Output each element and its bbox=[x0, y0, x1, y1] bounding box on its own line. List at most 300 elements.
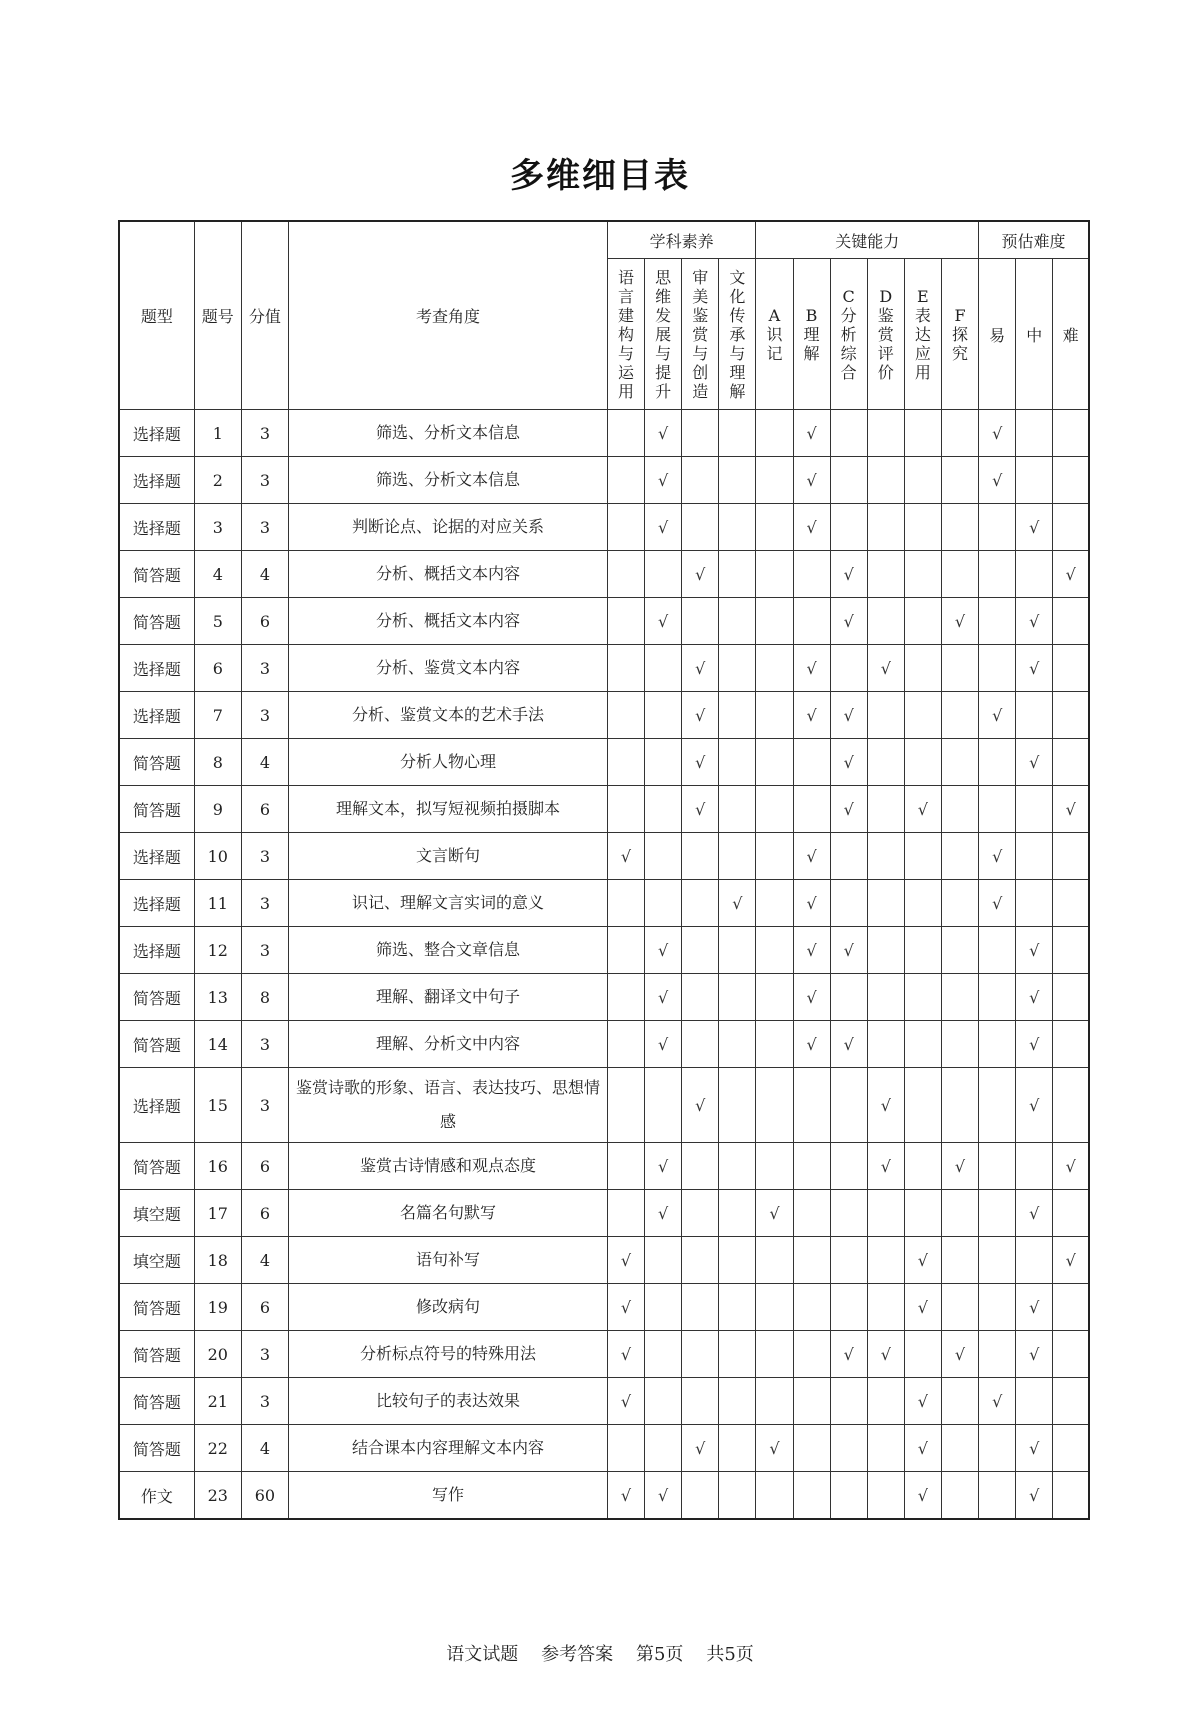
row-num: 16 bbox=[194, 1143, 241, 1190]
empty-cell bbox=[793, 1237, 830, 1284]
row-angle: 结合课本内容理解文本内容 bbox=[289, 1425, 608, 1472]
page-footer: 语文试题 参考答案 第5页 共5页 bbox=[446, 1644, 754, 1665]
empty-cell bbox=[719, 504, 756, 551]
check-mark-cell: √ bbox=[607, 1237, 644, 1284]
empty-cell bbox=[1016, 410, 1053, 457]
row-score: 8 bbox=[241, 974, 288, 1021]
empty-cell bbox=[979, 927, 1016, 974]
empty-cell bbox=[830, 410, 867, 457]
row-type: 简答题 bbox=[119, 1284, 194, 1331]
header-literacy-cell bbox=[607, 259, 644, 410]
row-score: 3 bbox=[241, 1378, 288, 1425]
row-num: 2 bbox=[194, 457, 241, 504]
table-row bbox=[119, 1068, 1089, 1143]
empty-cell bbox=[1053, 1068, 1089, 1143]
empty-cell bbox=[756, 1021, 793, 1068]
empty-cell bbox=[607, 739, 644, 786]
empty-cell bbox=[756, 1237, 793, 1284]
empty-cell bbox=[830, 1378, 867, 1425]
check-mark-cell: √ bbox=[793, 645, 830, 692]
empty-cell bbox=[607, 645, 644, 692]
empty-cell bbox=[1053, 1284, 1089, 1331]
row-score: 6 bbox=[241, 786, 288, 833]
header-literacy-label: 审美鉴赏与创造 bbox=[692, 267, 709, 401]
row-score: 3 bbox=[241, 1068, 288, 1143]
empty-cell bbox=[756, 1284, 793, 1331]
empty-cell bbox=[904, 739, 941, 786]
table-row bbox=[119, 504, 1089, 551]
check-mark-cell: √ bbox=[607, 1284, 644, 1331]
empty-cell bbox=[941, 457, 978, 504]
check-mark-cell: √ bbox=[793, 457, 830, 504]
empty-cell bbox=[682, 974, 719, 1021]
header-ability-label: F探究 bbox=[952, 305, 969, 363]
row-num: 10 bbox=[194, 833, 241, 880]
header-num: 题号 bbox=[194, 221, 241, 410]
empty-cell bbox=[867, 1472, 904, 1520]
check-mark-cell: √ bbox=[645, 927, 682, 974]
row-type: 选择题 bbox=[119, 457, 194, 504]
header-difficulty-medium: 中 bbox=[1016, 259, 1053, 410]
row-angle: 写作 bbox=[289, 1472, 608, 1520]
header-difficulty-hard: 难 bbox=[1053, 259, 1089, 410]
empty-cell bbox=[719, 833, 756, 880]
empty-cell bbox=[904, 692, 941, 739]
spec-table bbox=[118, 220, 1090, 1520]
row-angle: 识记、理解文言实词的意义 bbox=[289, 880, 608, 927]
row-angle: 修改病句 bbox=[289, 1284, 608, 1331]
row-score: 6 bbox=[241, 1284, 288, 1331]
empty-cell bbox=[941, 786, 978, 833]
header-literacy-label: 文化传承与理解 bbox=[729, 267, 746, 401]
empty-cell bbox=[830, 1143, 867, 1190]
header-literacy-label: 思维发展与提升 bbox=[655, 267, 672, 401]
empty-cell bbox=[756, 1331, 793, 1378]
empty-cell bbox=[941, 551, 978, 598]
check-mark-cell: √ bbox=[941, 1331, 978, 1378]
empty-cell bbox=[979, 1425, 1016, 1472]
check-mark-cell: √ bbox=[867, 1068, 904, 1143]
row-type: 选择题 bbox=[119, 833, 194, 880]
empty-cell bbox=[830, 504, 867, 551]
empty-cell bbox=[1053, 880, 1089, 927]
empty-cell bbox=[904, 974, 941, 1021]
empty-cell bbox=[867, 457, 904, 504]
row-angle: 筛选、分析文本信息 bbox=[289, 457, 608, 504]
check-mark-cell: √ bbox=[793, 880, 830, 927]
row-angle: 鉴赏诗歌的形象、语言、表达技巧、思想情感 bbox=[289, 1068, 608, 1143]
check-mark-cell: √ bbox=[682, 1425, 719, 1472]
check-mark-cell: √ bbox=[682, 739, 719, 786]
row-angle: 理解、分析文中内容 bbox=[289, 1021, 608, 1068]
empty-cell bbox=[607, 927, 644, 974]
empty-cell bbox=[904, 645, 941, 692]
empty-cell bbox=[607, 504, 644, 551]
empty-cell bbox=[830, 1425, 867, 1472]
empty-cell bbox=[941, 927, 978, 974]
empty-cell bbox=[682, 1378, 719, 1425]
empty-cell bbox=[645, 833, 682, 880]
check-mark-cell: √ bbox=[793, 692, 830, 739]
check-mark-cell: √ bbox=[1016, 1068, 1053, 1143]
row-num: 19 bbox=[194, 1284, 241, 1331]
empty-cell bbox=[756, 598, 793, 645]
empty-cell bbox=[979, 598, 1016, 645]
check-mark-cell: √ bbox=[1016, 1331, 1053, 1378]
empty-cell bbox=[1053, 504, 1089, 551]
row-score: 3 bbox=[241, 927, 288, 974]
empty-cell bbox=[1016, 833, 1053, 880]
check-mark-cell: √ bbox=[607, 1331, 644, 1378]
row-type: 简答题 bbox=[119, 551, 194, 598]
empty-cell bbox=[867, 786, 904, 833]
empty-cell bbox=[719, 645, 756, 692]
header-ability-cell bbox=[793, 259, 830, 410]
row-num: 17 bbox=[194, 1190, 241, 1237]
check-mark-cell: √ bbox=[645, 504, 682, 551]
row-type: 简答题 bbox=[119, 1143, 194, 1190]
empty-cell bbox=[682, 1021, 719, 1068]
check-mark-cell: √ bbox=[904, 1425, 941, 1472]
empty-cell bbox=[682, 457, 719, 504]
empty-cell bbox=[682, 1190, 719, 1237]
empty-cell bbox=[979, 1068, 1016, 1143]
empty-cell bbox=[1053, 692, 1089, 739]
empty-cell bbox=[941, 1472, 978, 1520]
empty-cell bbox=[756, 410, 793, 457]
header-ability-label: A识记 bbox=[766, 305, 783, 363]
empty-cell bbox=[867, 1378, 904, 1425]
page-title: 多维细目表 bbox=[510, 156, 690, 196]
empty-cell bbox=[1016, 1143, 1053, 1190]
empty-cell bbox=[607, 692, 644, 739]
empty-cell bbox=[1053, 457, 1089, 504]
row-score: 4 bbox=[241, 1237, 288, 1284]
empty-cell bbox=[719, 927, 756, 974]
empty-cell bbox=[941, 1425, 978, 1472]
empty-cell bbox=[1053, 833, 1089, 880]
check-mark-cell: √ bbox=[1053, 1143, 1089, 1190]
row-angle: 分析、鉴赏文本的艺术手法 bbox=[289, 692, 608, 739]
empty-cell bbox=[941, 1068, 978, 1143]
header-ability-label: E表达应用 bbox=[914, 286, 931, 382]
table-row bbox=[119, 598, 1089, 645]
empty-cell bbox=[941, 1284, 978, 1331]
empty-cell bbox=[1016, 457, 1053, 504]
check-mark-cell: √ bbox=[1016, 1472, 1053, 1520]
empty-cell bbox=[867, 1284, 904, 1331]
empty-cell bbox=[1053, 739, 1089, 786]
header-ability-cell bbox=[830, 259, 867, 410]
check-mark-cell: √ bbox=[645, 1472, 682, 1520]
row-angle: 比较句子的表达效果 bbox=[289, 1378, 608, 1425]
table-body bbox=[119, 410, 1089, 1520]
row-num: 3 bbox=[194, 504, 241, 551]
empty-cell bbox=[682, 880, 719, 927]
empty-cell bbox=[1016, 1378, 1053, 1425]
empty-cell bbox=[979, 1331, 1016, 1378]
empty-cell bbox=[867, 739, 904, 786]
row-score: 6 bbox=[241, 1190, 288, 1237]
check-mark-cell: √ bbox=[645, 1143, 682, 1190]
check-mark-cell: √ bbox=[904, 1237, 941, 1284]
row-type: 选择题 bbox=[119, 880, 194, 927]
check-mark-cell: √ bbox=[793, 833, 830, 880]
check-mark-cell: √ bbox=[1016, 739, 1053, 786]
header-ability-label: D鉴赏评价 bbox=[877, 286, 894, 382]
row-score: 3 bbox=[241, 833, 288, 880]
empty-cell bbox=[719, 1237, 756, 1284]
empty-cell bbox=[682, 410, 719, 457]
check-mark-cell: √ bbox=[645, 410, 682, 457]
row-num: 12 bbox=[194, 927, 241, 974]
empty-cell bbox=[682, 1143, 719, 1190]
empty-cell bbox=[941, 833, 978, 880]
row-num: 9 bbox=[194, 786, 241, 833]
header-angle: 考查角度 bbox=[289, 221, 608, 410]
empty-cell bbox=[756, 1378, 793, 1425]
empty-cell bbox=[867, 927, 904, 974]
empty-cell bbox=[941, 880, 978, 927]
empty-cell bbox=[719, 1425, 756, 1472]
row-angle: 判断论点、论据的对应关系 bbox=[289, 504, 608, 551]
empty-cell bbox=[904, 1021, 941, 1068]
empty-cell bbox=[719, 1284, 756, 1331]
table-row bbox=[119, 927, 1089, 974]
check-mark-cell: √ bbox=[645, 598, 682, 645]
row-type: 选择题 bbox=[119, 692, 194, 739]
check-mark-cell: √ bbox=[793, 927, 830, 974]
empty-cell bbox=[830, 833, 867, 880]
empty-cell bbox=[756, 1143, 793, 1190]
empty-cell bbox=[607, 1021, 644, 1068]
check-mark-cell: √ bbox=[1016, 1190, 1053, 1237]
header-group-difficulty: 预估难度 bbox=[979, 221, 1089, 259]
check-mark-cell: √ bbox=[867, 1143, 904, 1190]
check-mark-cell: √ bbox=[979, 410, 1016, 457]
empty-cell bbox=[867, 1021, 904, 1068]
row-type: 作文 bbox=[119, 1472, 194, 1520]
row-angle: 语句补写 bbox=[289, 1237, 608, 1284]
check-mark-cell: √ bbox=[830, 598, 867, 645]
empty-cell bbox=[645, 1284, 682, 1331]
check-mark-cell: √ bbox=[830, 1021, 867, 1068]
empty-cell bbox=[719, 551, 756, 598]
table-row bbox=[119, 551, 1089, 598]
row-num: 22 bbox=[194, 1425, 241, 1472]
row-type: 简答题 bbox=[119, 1021, 194, 1068]
empty-cell bbox=[719, 974, 756, 1021]
empty-cell bbox=[756, 645, 793, 692]
header-literacy-label: 语言建构与运用 bbox=[617, 267, 634, 401]
empty-cell bbox=[645, 1378, 682, 1425]
row-angle: 分析、概括文本内容 bbox=[289, 598, 608, 645]
check-mark-cell: √ bbox=[941, 1143, 978, 1190]
row-angle: 分析标点符号的特殊用法 bbox=[289, 1331, 608, 1378]
empty-cell bbox=[756, 786, 793, 833]
empty-cell bbox=[941, 974, 978, 1021]
empty-cell bbox=[1053, 927, 1089, 974]
empty-cell bbox=[607, 1068, 644, 1143]
empty-cell bbox=[1053, 1472, 1089, 1520]
check-mark-cell: √ bbox=[979, 880, 1016, 927]
empty-cell bbox=[645, 880, 682, 927]
row-type: 选择题 bbox=[119, 645, 194, 692]
empty-cell bbox=[830, 1284, 867, 1331]
empty-cell bbox=[979, 786, 1016, 833]
check-mark-cell: √ bbox=[979, 1378, 1016, 1425]
check-mark-cell: √ bbox=[867, 645, 904, 692]
table-row bbox=[119, 786, 1089, 833]
check-mark-cell: √ bbox=[1016, 645, 1053, 692]
empty-cell bbox=[830, 1068, 867, 1143]
empty-cell bbox=[979, 551, 1016, 598]
empty-cell bbox=[719, 1068, 756, 1143]
empty-cell bbox=[941, 1021, 978, 1068]
header-group-literacy: 学科素养 bbox=[607, 221, 755, 259]
empty-cell bbox=[941, 1378, 978, 1425]
empty-cell bbox=[793, 1331, 830, 1378]
empty-cell bbox=[904, 551, 941, 598]
empty-cell bbox=[867, 1190, 904, 1237]
row-type: 填空题 bbox=[119, 1190, 194, 1237]
empty-cell bbox=[793, 551, 830, 598]
row-type: 简答题 bbox=[119, 1331, 194, 1378]
empty-cell bbox=[756, 927, 793, 974]
empty-cell bbox=[979, 504, 1016, 551]
empty-cell bbox=[904, 1068, 941, 1143]
header-literacy-cell bbox=[682, 259, 719, 410]
check-mark-cell: √ bbox=[607, 1378, 644, 1425]
empty-cell bbox=[979, 645, 1016, 692]
empty-cell bbox=[682, 1331, 719, 1378]
check-mark-cell: √ bbox=[1053, 786, 1089, 833]
empty-cell bbox=[756, 457, 793, 504]
check-mark-cell: √ bbox=[904, 1284, 941, 1331]
empty-cell bbox=[607, 1425, 644, 1472]
empty-cell bbox=[904, 880, 941, 927]
empty-cell bbox=[979, 1190, 1016, 1237]
row-type: 选择题 bbox=[119, 927, 194, 974]
row-angle: 理解文本，拟写短视频拍摄脚本 bbox=[289, 786, 608, 833]
check-mark-cell: √ bbox=[645, 974, 682, 1021]
empty-cell bbox=[904, 833, 941, 880]
empty-cell bbox=[979, 739, 1016, 786]
check-mark-cell: √ bbox=[1016, 974, 1053, 1021]
empty-cell bbox=[756, 974, 793, 1021]
empty-cell bbox=[645, 551, 682, 598]
empty-cell bbox=[607, 457, 644, 504]
empty-cell bbox=[867, 598, 904, 645]
header-ability-label: B理解 bbox=[803, 305, 820, 363]
empty-cell bbox=[830, 1237, 867, 1284]
empty-cell bbox=[1053, 974, 1089, 1021]
row-type: 填空题 bbox=[119, 1237, 194, 1284]
empty-cell bbox=[756, 692, 793, 739]
table-row bbox=[119, 1021, 1089, 1068]
empty-cell bbox=[867, 1425, 904, 1472]
row-num: 20 bbox=[194, 1331, 241, 1378]
empty-cell bbox=[941, 739, 978, 786]
row-num: 8 bbox=[194, 739, 241, 786]
check-mark-cell: √ bbox=[904, 1378, 941, 1425]
row-num: 5 bbox=[194, 598, 241, 645]
row-angle: 筛选、整合文章信息 bbox=[289, 927, 608, 974]
empty-cell bbox=[719, 410, 756, 457]
table-row bbox=[119, 645, 1089, 692]
check-mark-cell: √ bbox=[904, 1472, 941, 1520]
table-row bbox=[119, 1331, 1089, 1378]
row-angle: 鉴赏古诗情感和观点态度 bbox=[289, 1143, 608, 1190]
row-num: 15 bbox=[194, 1068, 241, 1143]
empty-cell bbox=[904, 1190, 941, 1237]
row-score: 4 bbox=[241, 551, 288, 598]
empty-cell bbox=[607, 1190, 644, 1237]
row-angle: 分析、概括文本内容 bbox=[289, 551, 608, 598]
empty-cell bbox=[830, 880, 867, 927]
check-mark-cell: √ bbox=[1016, 1021, 1053, 1068]
empty-cell bbox=[607, 880, 644, 927]
check-mark-cell: √ bbox=[830, 692, 867, 739]
empty-cell bbox=[645, 1068, 682, 1143]
empty-cell bbox=[682, 504, 719, 551]
check-mark-cell: √ bbox=[867, 1331, 904, 1378]
check-mark-cell: √ bbox=[793, 504, 830, 551]
empty-cell bbox=[1053, 410, 1089, 457]
table-row bbox=[119, 1378, 1089, 1425]
empty-cell bbox=[793, 1190, 830, 1237]
empty-cell bbox=[867, 551, 904, 598]
empty-cell bbox=[607, 551, 644, 598]
row-angle: 分析、鉴赏文本内容 bbox=[289, 645, 608, 692]
row-type: 选择题 bbox=[119, 504, 194, 551]
row-num: 14 bbox=[194, 1021, 241, 1068]
empty-cell bbox=[904, 504, 941, 551]
empty-cell bbox=[719, 1190, 756, 1237]
empty-cell bbox=[793, 739, 830, 786]
row-num: 23 bbox=[194, 1472, 241, 1520]
empty-cell bbox=[756, 504, 793, 551]
empty-cell bbox=[904, 1143, 941, 1190]
row-score: 3 bbox=[241, 410, 288, 457]
empty-cell bbox=[941, 1237, 978, 1284]
header-ability-cell bbox=[941, 259, 978, 410]
row-type: 简答题 bbox=[119, 1425, 194, 1472]
check-mark-cell: √ bbox=[830, 786, 867, 833]
empty-cell bbox=[793, 1472, 830, 1520]
row-type: 选择题 bbox=[119, 1068, 194, 1143]
empty-cell bbox=[867, 833, 904, 880]
table-row bbox=[119, 1237, 1089, 1284]
table-row bbox=[119, 1425, 1089, 1472]
empty-cell bbox=[645, 739, 682, 786]
empty-cell bbox=[867, 410, 904, 457]
row-score: 4 bbox=[241, 739, 288, 786]
row-num: 21 bbox=[194, 1378, 241, 1425]
empty-cell bbox=[607, 786, 644, 833]
empty-cell bbox=[645, 645, 682, 692]
row-type: 简答题 bbox=[119, 739, 194, 786]
row-num: 18 bbox=[194, 1237, 241, 1284]
header-literacy-cell bbox=[719, 259, 756, 410]
row-score: 3 bbox=[241, 880, 288, 927]
empty-cell bbox=[682, 833, 719, 880]
header-ability-cell bbox=[867, 259, 904, 410]
empty-cell bbox=[1053, 645, 1089, 692]
table-row bbox=[119, 692, 1089, 739]
empty-cell bbox=[793, 1284, 830, 1331]
table-row bbox=[119, 880, 1089, 927]
